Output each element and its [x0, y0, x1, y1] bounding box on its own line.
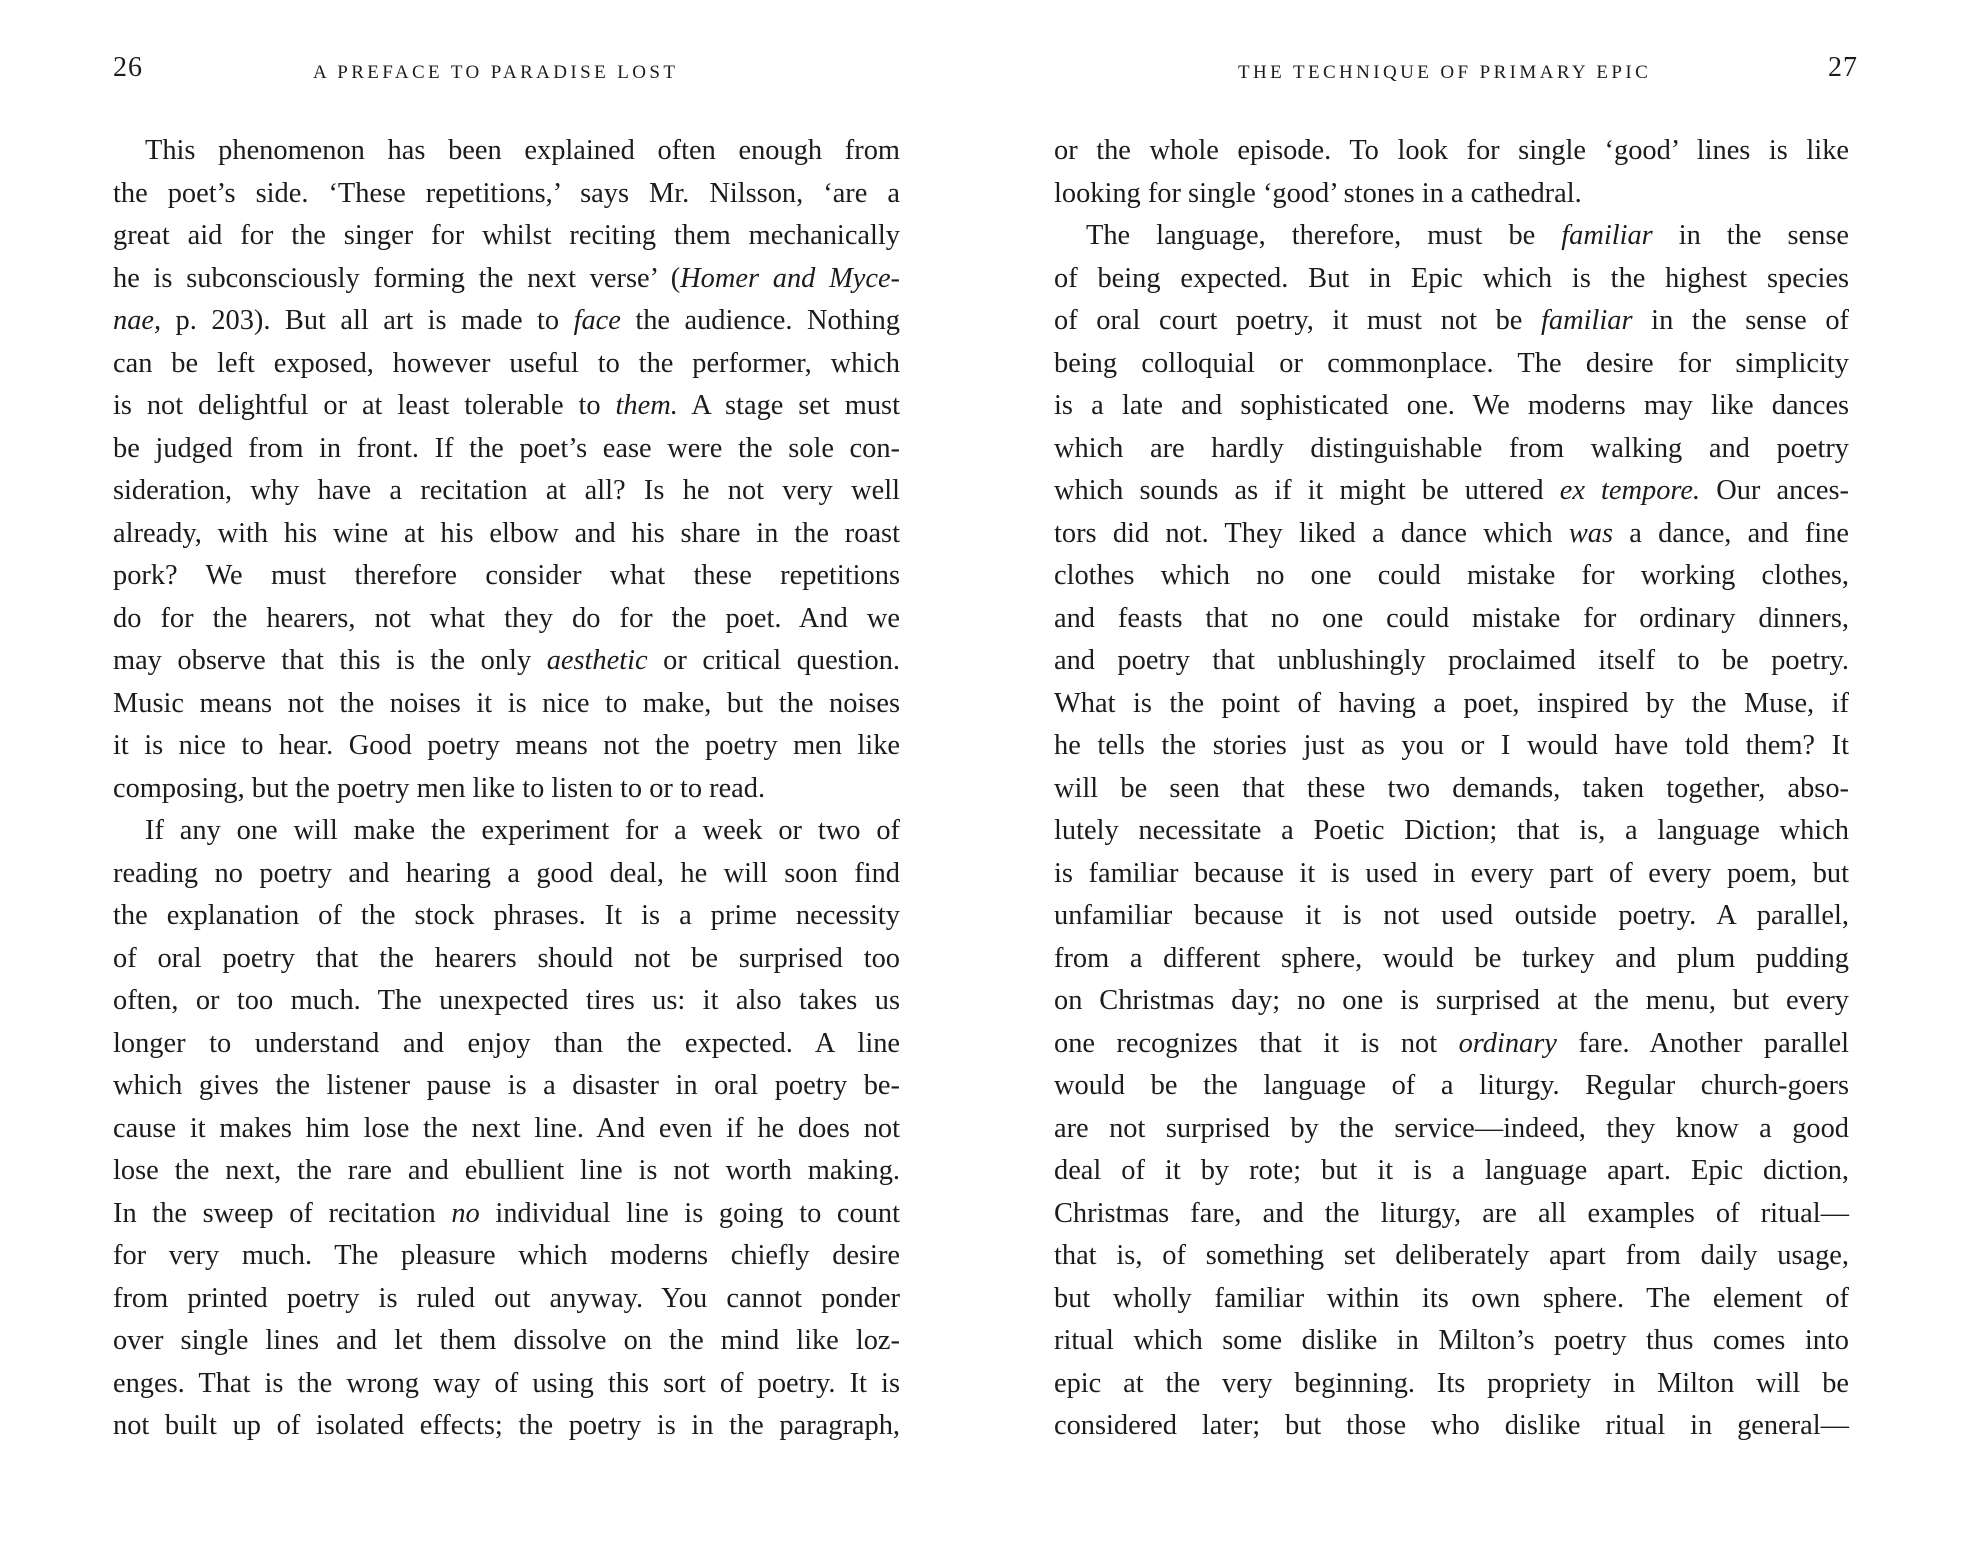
- text-line: If any one will make the experiment for a week or two of: [145, 815, 900, 846]
- text-line: epic at the very beginning. Its propriety in Milton will be: [1054, 1367, 1849, 1399]
- text-line: is familiar because it is used in every part of every poem, but: [1054, 857, 1849, 889]
- right-text-block: [1054, 130, 1849, 1448]
- text-line: composing, but the poetry men like to listen to or to read.: [113, 772, 766, 804]
- text-line: reading no poetry and hearing a good deal, he will soon find: [113, 857, 900, 889]
- text-line: unfamiliar because it is not used outside poetry. A parallel,: [1054, 900, 1849, 931]
- text-line: clothes which no one could mistake for working clothes,: [1054, 560, 1849, 591]
- text-line: from printed poetry is ruled out anyway. You cannot ponder: [113, 1282, 900, 1314]
- text-line: of oral court poetry, it must not be familiar in the sense of: [1054, 305, 1849, 336]
- text-line: cause it makes him lose the next line. And even if he does not: [113, 1112, 900, 1144]
- text-line: on Christmas day; no one is surprised at the menu, but every: [1054, 985, 1849, 1016]
- left-page: [0, 0, 983, 1545]
- text-line: the poet’s side. ‘These repetitions,’ says Mr. Nilsson, ‘are a: [113, 177, 900, 209]
- text-line: What is the point of having a poet, inspired by the Muse, if: [1054, 687, 1849, 719]
- text-line: which sounds as if it might be uttered ex tempore. Our ances-: [1054, 475, 1849, 506]
- text-line: often, or too much. The unexpected tires us: it also takes us: [113, 985, 900, 1016]
- text-line: over single lines and let them dissolve on the mind like loz-: [113, 1325, 900, 1356]
- text-line: The language, therefore, must be familiar in the sense: [1086, 220, 1849, 251]
- text-line: but wholly familiar within its own sphere. The element of: [1054, 1282, 1849, 1314]
- text-line: longer to understand and enjoy than the expected. A line: [113, 1027, 900, 1059]
- text-line: enges. That is the wrong way of using this sort of poetry. It is: [113, 1367, 900, 1399]
- text-line: are not surprised by the service—indeed, they know a good: [1054, 1112, 1849, 1144]
- text-line: can be left exposed, however useful to the performer, which: [113, 347, 900, 379]
- text-line: great aid for the singer for whilst reciting them mechanically: [113, 220, 900, 251]
- text-line: considered later; but those who dislike ritual in general—: [1054, 1410, 1849, 1441]
- text-line: being colloquial or commonplace. The desire for simplicity: [1054, 347, 1849, 379]
- text-line: or the whole episode. To look for single ‘good’ lines is like: [1054, 135, 1849, 166]
- text-line: will be seen that these two demands, taken together, abso-: [1054, 772, 1849, 804]
- text-line: already, with his wine at his elbow and his share in the roast: [113, 517, 900, 549]
- text-line: tors did not. They liked a dance which was a dance, and fine: [1054, 517, 1849, 549]
- text-line: sideration, why have a recitation at all? Is he not very well: [113, 475, 900, 506]
- text-line: that is, of something set deliberately apart from daily usage,: [1054, 1240, 1849, 1271]
- text-line: it is nice to hear. Good poetry means not the poetry men like: [113, 730, 900, 761]
- text-line: of oral poetry that the hearers should not be surprised too: [113, 942, 900, 974]
- text-line: which gives the listener pause is a disaster in oral poetry be-: [113, 1070, 900, 1101]
- text-line: pork? We must therefore consider what these repetitions: [113, 560, 900, 591]
- text-line: one recognizes that it is not ordinary fare. Another parallel: [1054, 1027, 1849, 1059]
- text-line: he is subconsciously forming the next verse’ (Homer and Myce-: [113, 262, 901, 294]
- running-head-left: A PREFACE TO PARADISE LOST: [313, 62, 679, 83]
- running-head-right: THE TECHNIQUE OF PRIMARY EPIC: [1238, 62, 1652, 83]
- text-line: is a late and sophisticated one. We moderns may like dances: [1054, 390, 1849, 421]
- text-line: looking for single ‘good’ stones in a cathedral.: [1054, 177, 1582, 209]
- page-number-right: 27: [1828, 52, 1858, 83]
- text-line: from a different sphere, would be turkey and plum pudding: [1054, 942, 1849, 974]
- text-line: and feasts that no one could mistake for ordinary dinners,: [1054, 602, 1849, 634]
- right-page: [983, 0, 1967, 1545]
- text-line: may observe that this is the only aesthetic or critical question.: [113, 645, 900, 676]
- text-line: deal of it by rote; but it is a language apart. Epic diction,: [1054, 1155, 1849, 1186]
- text-line: lutely necessitate a Poetic Diction; that is, a language which: [1054, 815, 1849, 846]
- text-line: nae, p. 203). But all art is made to face the audience. Nothing: [113, 305, 900, 336]
- text-line: would be the language of a liturgy. Regular church-goers: [1054, 1070, 1849, 1101]
- left-text-block: [113, 130, 900, 1448]
- text-line: of being expected. But in Epic which is the highest species: [1054, 262, 1849, 294]
- text-line: be judged from in front. If the poet’s ease were the sole con-: [113, 432, 900, 464]
- text-line: for very much. The pleasure which moderns chiefly desire: [113, 1240, 900, 1271]
- text-line: not built up of isolated effects; the poetry is in the paragraph,: [113, 1410, 900, 1441]
- text-line: lose the next, the rare and ebullient line is not worth making.: [113, 1155, 900, 1186]
- text-line: ritual which some dislike in Milton’s poetry thus comes into: [1054, 1325, 1849, 1356]
- text-line: is not delightful or at least tolerable to them. A stage set must: [113, 390, 900, 421]
- text-line: and poetry that unblushingly proclaimed itself to be poetry.: [1054, 645, 1849, 676]
- text-line: This phenomenon has been explained often enough from: [145, 135, 900, 166]
- text-line: In the sweep of recitation no individual line is going to count: [113, 1197, 900, 1229]
- text-line: Christmas fare, and the liturgy, are all examples of ritual—: [1054, 1197, 1849, 1229]
- text-line: the explanation of the stock phrases. It is a prime necessity: [113, 900, 900, 931]
- page-number-left: 26: [113, 52, 143, 83]
- text-line: Music means not the noises it is nice to make, but the noises: [113, 687, 900, 719]
- text-line: which are hardly distinguishable from walking and poetry: [1054, 432, 1849, 464]
- text-line: he tells the stories just as you or I would have told them? It: [1054, 730, 1849, 761]
- text-line: do for the hearers, not what they do for the poet. And we: [113, 602, 900, 634]
